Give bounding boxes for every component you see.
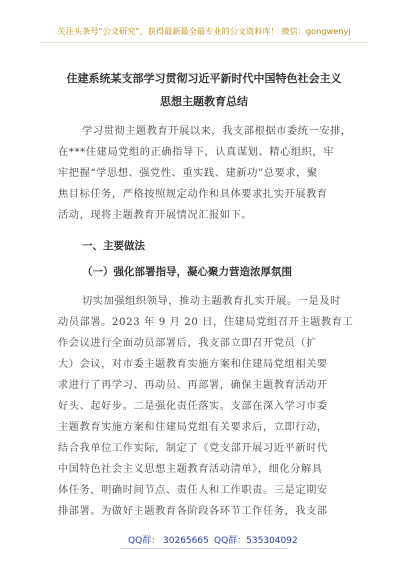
footer-qq-group-1: QQ群： 30265665: [128, 536, 209, 546]
intro-line: 学习贯彻主题教育开展以来，我支部根据市委统一安排，: [82, 126, 352, 137]
body-line: 动员部署。2023 年 9 月 20 日，住建局党组召开主题教育工: [58, 317, 354, 328]
intro-line: 在***住建局党组的正确指导下，认真谋划、精心组织，牢: [58, 147, 334, 158]
document-title-line-1: 住建系统某支部学习贯彻习近平新时代中国特色社会主义: [66, 72, 342, 85]
body-line: 作会议进行全面动员部署后，我支部立即召开党员（扩: [58, 338, 317, 349]
footer-qq-group-2: QQ群：535304092: [214, 536, 298, 546]
intro-line: 活动，现将主题教育开展情况汇报如下。: [58, 210, 253, 221]
document-title-line-2: 思想主题教育总结: [160, 95, 248, 108]
header-divider: [40, 42, 368, 43]
body-line: 体任务，明确时间节点、责任人和工作职责。三是定期安: [58, 485, 328, 496]
body-line: 大）会议，对市委主题教育实施方案和住建局党组相关要: [58, 359, 328, 370]
body-line: 主题教育实施方案和住建局党组有关要求后，立即行动，: [58, 422, 328, 433]
subsection-heading: （一）强化部署指导，凝心聚力营造浓厚氛围: [82, 266, 292, 278]
intro-line: 焦目标任务，严格按照规定动作和具体要求扎实开展教育: [58, 189, 328, 200]
body-line: 结合我单位工作实际，制定了《党支部开展习近平新时代: [58, 443, 328, 454]
section-heading: 一、主要做法: [82, 240, 145, 252]
footer-divider: [120, 548, 288, 549]
body-line: 好头、起好步。二是强化责任落实。支部在深入学习市委: [58, 401, 328, 412]
body-line: 排部署。为做好主题教育各阶段各环节工作任务，我支部: [58, 506, 328, 517]
body-line: 切实加强组织领导，推动主题教育扎实开展。一是及时: [82, 296, 341, 307]
body-line: 求进行了再学习、再动员、再部署，确保主题教育活动开: [58, 380, 328, 391]
intro-line: 牢把握“学思想、强党性、重实践、建新功”总要求，聚: [58, 168, 318, 179]
header-banner: 关注头条号“公文研究”，获得最新最全最专业的公文资料库！ 微信：gongwenyj: [57, 26, 351, 36]
body-line: 中国特色社会主义思想主题教育活动清单》，细化分解具: [58, 464, 323, 475]
